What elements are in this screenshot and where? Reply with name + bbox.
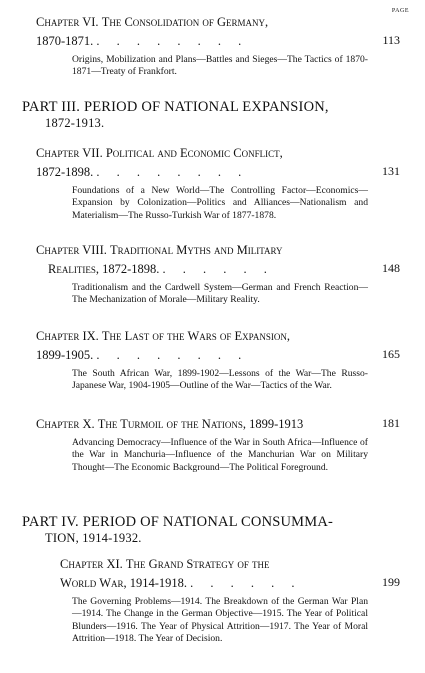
leader-dots: . . . . . . bbox=[190, 576, 302, 590]
leader-dots: . . . . . . . . bbox=[96, 34, 249, 48]
page-number: 113 bbox=[382, 33, 400, 47]
toc-entry-chapter-8 bbox=[36, 242, 400, 307]
chapter-summary: The Governing Problems—1914. The Breakdown of the German War Plan—1914. The Change in the German Objective—1915. The Year of Political Blunders—1916. The Year of Physical Attrition—1917. The Year of Moral Attrition—1918. The Year of Decision. bbox=[72, 596, 368, 645]
chapter-title-line2: Realities, 1872-1898. bbox=[48, 262, 160, 276]
chapter-title: Political and Economic Conflict, bbox=[105, 146, 283, 160]
part-heading-4 bbox=[22, 514, 333, 546]
chapter-title-line2: 1870-1871. bbox=[36, 34, 94, 48]
part-title: PART III. PERIOD OF NATIONAL EXPANSION, bbox=[22, 99, 329, 115]
toc-entry-chapter-7 bbox=[36, 145, 400, 222]
leader-dots: . . . . . . . . bbox=[96, 165, 249, 179]
chapter-number: Chapter XI. bbox=[60, 557, 123, 571]
chapter-summary: Traditionalism and the Cardwell System—German and French Reaction—The Mechanization of Morale—Military Reality. bbox=[72, 282, 368, 306]
chapter-title: The Turmoil of the Nations, 1899-1913 bbox=[97, 417, 304, 431]
part-heading-3 bbox=[22, 99, 329, 131]
page-number: 199 bbox=[382, 575, 400, 589]
page-number: 131 bbox=[382, 164, 400, 178]
page-number: 148 bbox=[382, 261, 400, 275]
part-years: TION, 1914-1932. bbox=[45, 531, 142, 545]
chapter-number: Chapter VIII. bbox=[36, 243, 107, 257]
chapter-number: Chapter X. bbox=[36, 417, 95, 431]
chapter-number: Chapter VII. bbox=[36, 146, 103, 160]
page-number: 181 bbox=[382, 416, 400, 430]
chapter-title: The Last of the Wars of Expansion, bbox=[101, 329, 290, 343]
toc-entry-chapter-6 bbox=[36, 14, 400, 79]
part-title: PART IV. PERIOD OF NATIONAL CONSUMMA- bbox=[22, 514, 334, 530]
chapter-summary: Foundations of a New World—The Controlling Factor—Economics—Expansion by Colonization—Politics and Alliances—Nationalism and Materialism—The Russo-Turkish War of 1877-1878. bbox=[72, 185, 368, 221]
chapter-summary: Advancing Democracy—Influence of the War in South Africa—Influence of the War in Manchuria—Influence of the Manchurian War on Military Thought—The Economic Background—The Political Foreground. bbox=[72, 437, 368, 473]
chapter-title-line2: 1872-1898. bbox=[36, 165, 94, 179]
page-number: 165 bbox=[382, 347, 400, 361]
chapter-summary: The South African War, 1899-1902—Lessons of the War—The Russo-Japanese War, 1904-1905—Outline of the War—Tactics of the War. bbox=[72, 368, 368, 392]
toc-entry-chapter-10 bbox=[36, 416, 400, 474]
chapter-number: Chapter IX. bbox=[36, 329, 99, 343]
chapter-summary: Origins, Mobilization and Plans—Battles and Sieges—The Tactics of 1870-1871—Treaty of Frankfort. bbox=[72, 54, 368, 78]
chapter-title: Traditional Myths and Military bbox=[110, 243, 283, 257]
page-column-label: PAGE bbox=[391, 8, 409, 14]
toc-entry-chapter-11 bbox=[60, 556, 400, 646]
leader-dots: . . . . . . bbox=[162, 262, 274, 276]
chapter-title-line2: World War, 1914-1918. bbox=[60, 576, 188, 590]
part-years: 1872-1913. bbox=[45, 116, 105, 130]
chapter-title-line2: 1899-1905. bbox=[36, 348, 94, 362]
chapter-number: Chapter VI. bbox=[36, 15, 99, 29]
chapter-title: The Grand Strategy of the bbox=[125, 557, 270, 571]
leader-dots: . . . . . . . . bbox=[96, 348, 249, 362]
chapter-title: The Consolidation of Germany, bbox=[101, 15, 269, 29]
toc-entry-chapter-9 bbox=[36, 328, 400, 393]
